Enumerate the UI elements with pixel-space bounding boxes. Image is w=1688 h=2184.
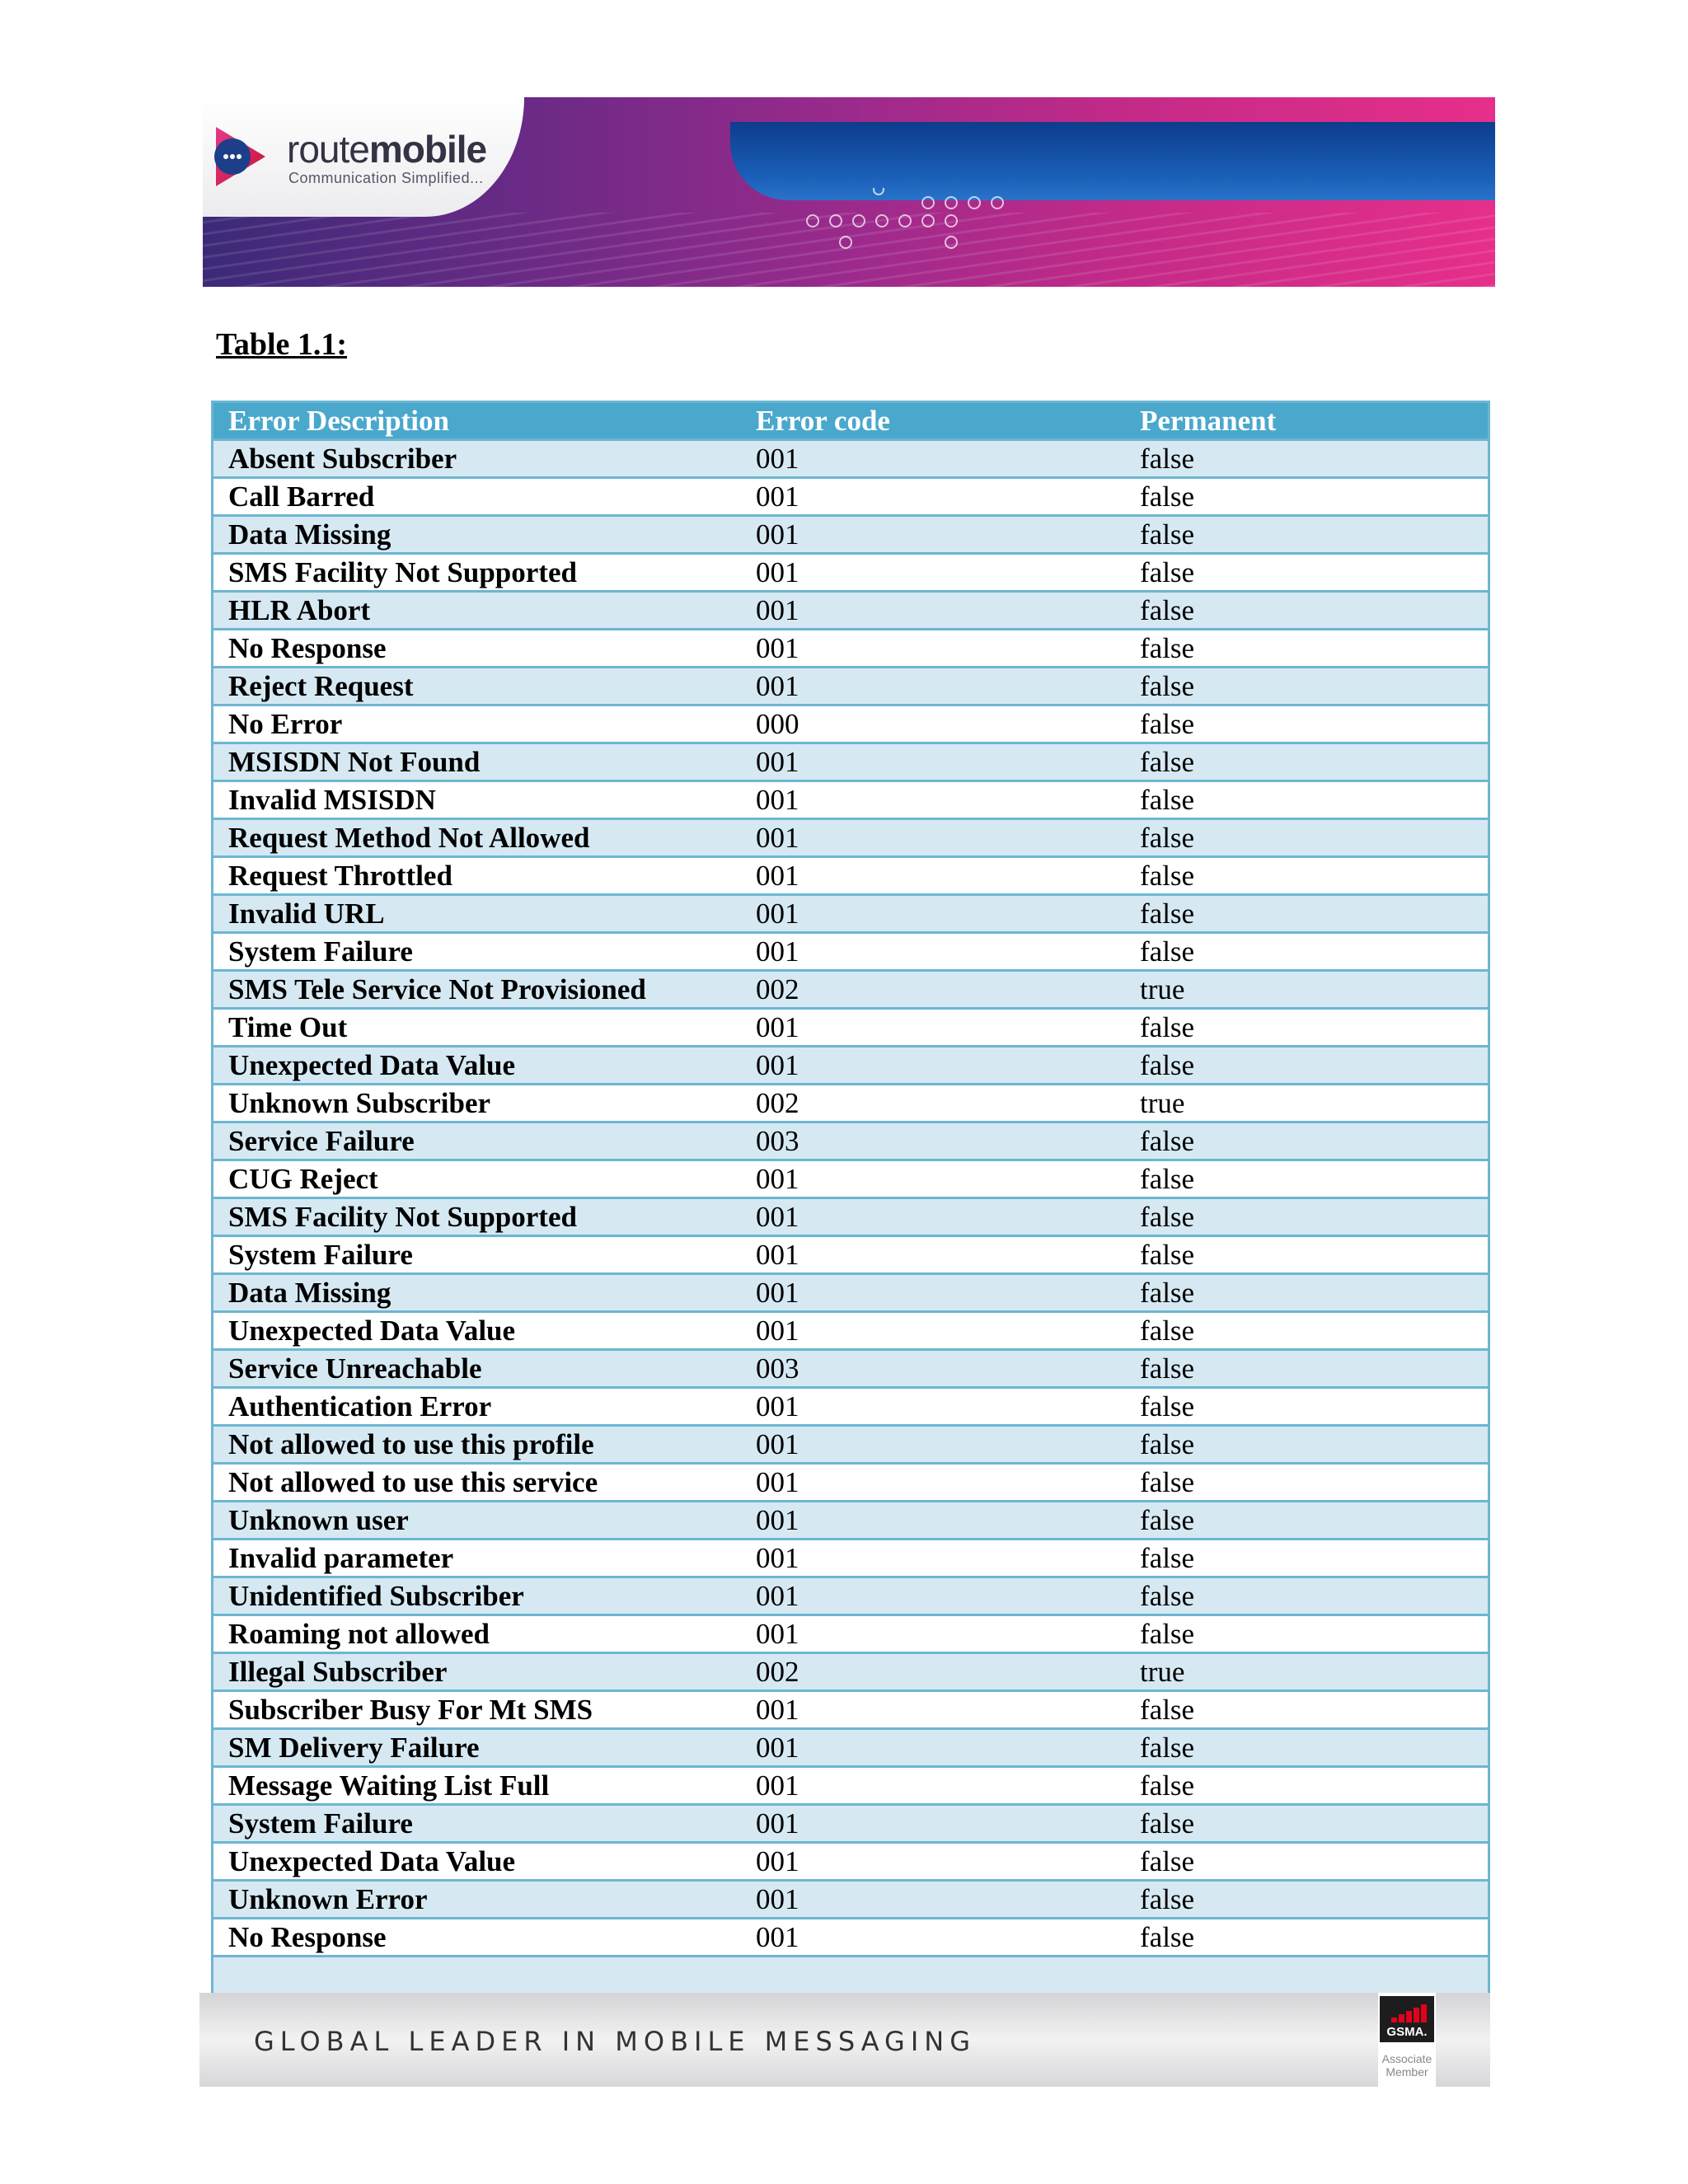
cell-permanent: false <box>1125 1805 1489 1843</box>
cell-permanent: false <box>1125 1426 1489 1464</box>
table-row <box>213 857 1489 895</box>
cell-error-code: 001 <box>741 819 1125 857</box>
table-row <box>213 1236 1489 1274</box>
cell-error-code: 001 <box>741 857 1125 895</box>
cell-error-description: Authentication Error <box>213 1388 742 1426</box>
cell-error-code: 002 <box>741 971 1125 1009</box>
table-row <box>213 1047 1489 1085</box>
cell-error-code: 001 <box>741 1009 1125 1047</box>
table-row <box>213 1919 1489 1957</box>
cell-permanent: false <box>1125 668 1489 705</box>
column-header-description: Error Description <box>213 402 742 440</box>
cell-permanent: false <box>1125 1198 1489 1236</box>
cell-error-description: Unexpected Data Value <box>213 1047 742 1085</box>
cell-error-code: 001 <box>741 478 1125 516</box>
cell-error-description: No Error <box>213 705 742 743</box>
footer-banner <box>199 1993 1490 2087</box>
cell-error-description: Call Barred <box>213 478 742 516</box>
cell-error-description: Data Missing <box>213 1274 742 1312</box>
cell-error-code: 001 <box>741 630 1125 668</box>
cell-error-code: 001 <box>741 1729 1125 1767</box>
table-row <box>213 1881 1489 1919</box>
table-row <box>213 743 1489 781</box>
cell-error-code: 002 <box>741 1085 1125 1122</box>
cell-error-code: 001 <box>741 668 1125 705</box>
cell-permanent: false <box>1125 857 1489 895</box>
cell-error-code: 001 <box>741 1236 1125 1274</box>
cell-error-code: 000 <box>741 705 1125 743</box>
cell-error-code: 001 <box>741 1198 1125 1236</box>
table-row <box>213 478 1489 516</box>
cell-error-description: Invalid MSISDN <box>213 781 742 819</box>
cell-permanent: true <box>1125 971 1489 1009</box>
table-row <box>213 1085 1489 1122</box>
cell-error-description: Subscriber Busy For Mt SMS <box>213 1691 742 1729</box>
cell-error-code: 001 <box>741 1388 1125 1426</box>
table-header-row <box>213 402 1489 440</box>
cell-error-description: System Failure <box>213 1236 742 1274</box>
cell-permanent: false <box>1125 1350 1489 1388</box>
cell-error-code: 001 <box>741 1312 1125 1350</box>
table-row <box>213 1160 1489 1198</box>
table-row <box>213 705 1489 743</box>
cell-permanent: true <box>1125 1653 1489 1691</box>
logo-word-bold: mobile <box>368 128 487 171</box>
gsma-badge <box>1378 1993 1436 2087</box>
cell-error-description: Invalid parameter <box>213 1540 742 1577</box>
cell-permanent: false <box>1125 630 1489 668</box>
cell-error-description: SMS Facility Not Supported <box>213 554 742 592</box>
cell-error-code: 001 <box>741 1540 1125 1577</box>
cell-error-description: Request Method Not Allowed <box>213 819 742 857</box>
table-row <box>213 1691 1489 1729</box>
gsma-member-text <box>1378 2052 1436 2079</box>
cell-error-description: Roaming not allowed <box>213 1615 742 1653</box>
cell-error-code: 001 <box>741 1881 1125 1919</box>
cell-permanent: false <box>1125 1577 1489 1615</box>
cell-error-code: 001 <box>741 895 1125 933</box>
cell-permanent: false <box>1125 1881 1489 1919</box>
cell-error-code: 001 <box>741 1767 1125 1805</box>
cell-permanent: false <box>1125 516 1489 554</box>
cell-error-description: Not allowed to use this profile <box>213 1426 742 1464</box>
cell-permanent: false <box>1125 1540 1489 1577</box>
cell-error-description: No Response <box>213 1919 742 1957</box>
table-row <box>213 1577 1489 1615</box>
cell-permanent: false <box>1125 819 1489 857</box>
table-row <box>213 668 1489 705</box>
cell-permanent: false <box>1125 705 1489 743</box>
cell-error-description: System Failure <box>213 933 742 971</box>
gsma-bars-icon <box>1391 2004 1428 2022</box>
cell-permanent: false <box>1125 1502 1489 1540</box>
empty-cell <box>213 1957 1489 1994</box>
table-row <box>213 819 1489 857</box>
cell-error-description: Invalid URL <box>213 895 742 933</box>
logo-word-light: route <box>287 128 369 171</box>
cell-error-description: SMS Facility Not Supported <box>213 1198 742 1236</box>
cell-error-description: Absent Subscriber <box>213 440 742 478</box>
table-row <box>213 1198 1489 1236</box>
table-row <box>213 1767 1489 1805</box>
gsma-logo-icon <box>1380 1996 1434 2042</box>
cell-error-code: 001 <box>741 1274 1125 1312</box>
cell-error-code: 001 <box>741 516 1125 554</box>
cell-permanent: false <box>1125 1919 1489 1957</box>
cell-error-code: 001 <box>741 781 1125 819</box>
logo-tagline: Communication Simplified... <box>288 170 484 186</box>
error-code-table <box>211 401 1490 1995</box>
table-row <box>213 933 1489 971</box>
cell-permanent: false <box>1125 1843 1489 1881</box>
cell-error-description: Illegal Subscriber <box>213 1653 742 1691</box>
table-row <box>213 1653 1489 1691</box>
table-row <box>213 592 1489 630</box>
table-row <box>213 971 1489 1009</box>
cell-error-description: Request Throttled <box>213 857 742 895</box>
cell-permanent: false <box>1125 1312 1489 1350</box>
cell-permanent: false <box>1125 478 1489 516</box>
cell-error-description: Unknown Error <box>213 1881 742 1919</box>
cell-error-code: 003 <box>741 1122 1125 1160</box>
cell-error-code: 001 <box>741 1160 1125 1198</box>
cell-permanent: true <box>1125 1085 1489 1122</box>
table-row <box>213 516 1489 554</box>
cell-error-code: 002 <box>741 1653 1125 1691</box>
cell-error-description: Service Unreachable <box>213 1350 742 1388</box>
gsma-label: GSMA. <box>1386 2025 1428 2039</box>
table-row <box>213 1502 1489 1540</box>
cell-error-code: 001 <box>741 933 1125 971</box>
gsma-sub-line-2: Member <box>1386 2065 1428 2079</box>
cell-error-code: 001 <box>741 592 1125 630</box>
cell-error-description: Service Failure <box>213 1122 742 1160</box>
cell-permanent: false <box>1125 1047 1489 1085</box>
cell-error-description: No Response <box>213 630 742 668</box>
cell-error-description: Unknown Subscriber <box>213 1085 742 1122</box>
cell-error-description: Unknown user <box>213 1502 742 1540</box>
cell-error-description: CUG Reject <box>213 1160 742 1198</box>
table-row <box>213 630 1489 668</box>
table-title: Table 1.1: <box>216 327 348 362</box>
table-row <box>213 1464 1489 1502</box>
cell-error-description: MSISDN Not Found <box>213 743 742 781</box>
cell-permanent: false <box>1125 743 1489 781</box>
cell-permanent: false <box>1125 781 1489 819</box>
cell-error-description: HLR Abort <box>213 592 742 630</box>
cell-permanent: false <box>1125 1009 1489 1047</box>
column-header-permanent: Permanent <box>1125 402 1489 440</box>
table-row <box>213 1729 1489 1767</box>
table-row <box>213 1805 1489 1843</box>
cell-permanent: false <box>1125 592 1489 630</box>
cell-error-description: Reject Request <box>213 668 742 705</box>
banner-circuit-dots <box>796 188 1043 270</box>
cell-error-description: Unidentified Subscriber <box>213 1577 742 1615</box>
cell-error-description: SM Delivery Failure <box>213 1729 742 1767</box>
cell-error-code: 001 <box>741 1577 1125 1615</box>
cell-permanent: false <box>1125 933 1489 971</box>
cell-permanent: false <box>1125 1388 1489 1426</box>
cell-permanent: false <box>1125 1691 1489 1729</box>
table-row <box>213 1350 1489 1388</box>
cell-error-description: Not allowed to use this service <box>213 1464 742 1502</box>
logo-wordmark <box>287 128 487 171</box>
table-row <box>213 1009 1489 1047</box>
cell-error-description: SMS Tele Service Not Provisioned <box>213 971 742 1009</box>
header-banner <box>203 97 1495 287</box>
cell-permanent: false <box>1125 1274 1489 1312</box>
cell-error-description: Time Out <box>213 1009 742 1047</box>
table-row <box>213 1615 1489 1653</box>
table-row <box>213 1388 1489 1426</box>
cell-error-code: 001 <box>741 1502 1125 1540</box>
table-body <box>213 440 1489 1994</box>
cell-permanent: false <box>1125 440 1489 478</box>
table-row <box>213 1122 1489 1160</box>
gsma-sub-line-1: Associate <box>1381 2052 1432 2065</box>
table-row <box>213 781 1489 819</box>
cell-permanent: false <box>1125 1767 1489 1805</box>
table-row <box>213 1312 1489 1350</box>
cell-error-code: 001 <box>741 1919 1125 1957</box>
cell-permanent: false <box>1125 895 1489 933</box>
cell-error-description: Unexpected Data Value <box>213 1312 742 1350</box>
cell-error-code: 001 <box>741 1464 1125 1502</box>
cell-permanent: false <box>1125 1615 1489 1653</box>
cell-permanent: false <box>1125 1236 1489 1274</box>
cell-permanent: false <box>1125 1160 1489 1198</box>
table-row <box>213 1274 1489 1312</box>
cell-error-description: Unexpected Data Value <box>213 1843 742 1881</box>
cell-permanent: false <box>1125 1729 1489 1767</box>
cell-error-code: 001 <box>741 743 1125 781</box>
cell-error-code: 001 <box>741 1843 1125 1881</box>
route-mobile-logo-icon <box>208 122 270 191</box>
table-row <box>213 554 1489 592</box>
cell-error-description: Message Waiting List Full <box>213 1767 742 1805</box>
footer-slogan: GLOBAL LEADER IN MOBILE MESSAGING <box>254 2026 977 2057</box>
cell-error-code: 001 <box>741 1805 1125 1843</box>
cell-permanent: false <box>1125 554 1489 592</box>
cell-error-code: 001 <box>741 1426 1125 1464</box>
cell-error-code: 003 <box>741 1350 1125 1388</box>
cell-error-code: 001 <box>741 440 1125 478</box>
cell-error-code: 001 <box>741 1615 1125 1653</box>
cell-error-code: 001 <box>741 1047 1125 1085</box>
cell-error-description: System Failure <box>213 1805 742 1843</box>
logo-panel <box>203 97 524 217</box>
cell-error-description: Data Missing <box>213 516 742 554</box>
table-row <box>213 1426 1489 1464</box>
cell-error-code: 001 <box>741 554 1125 592</box>
table-row <box>213 440 1489 478</box>
table-row <box>213 895 1489 933</box>
cell-permanent: false <box>1125 1122 1489 1160</box>
table-row <box>213 1540 1489 1577</box>
cell-permanent: false <box>1125 1464 1489 1502</box>
cell-error-code: 001 <box>741 1691 1125 1729</box>
table-row <box>213 1843 1489 1881</box>
column-header-error-code: Error code <box>741 402 1125 440</box>
table-row-empty <box>213 1957 1489 1994</box>
